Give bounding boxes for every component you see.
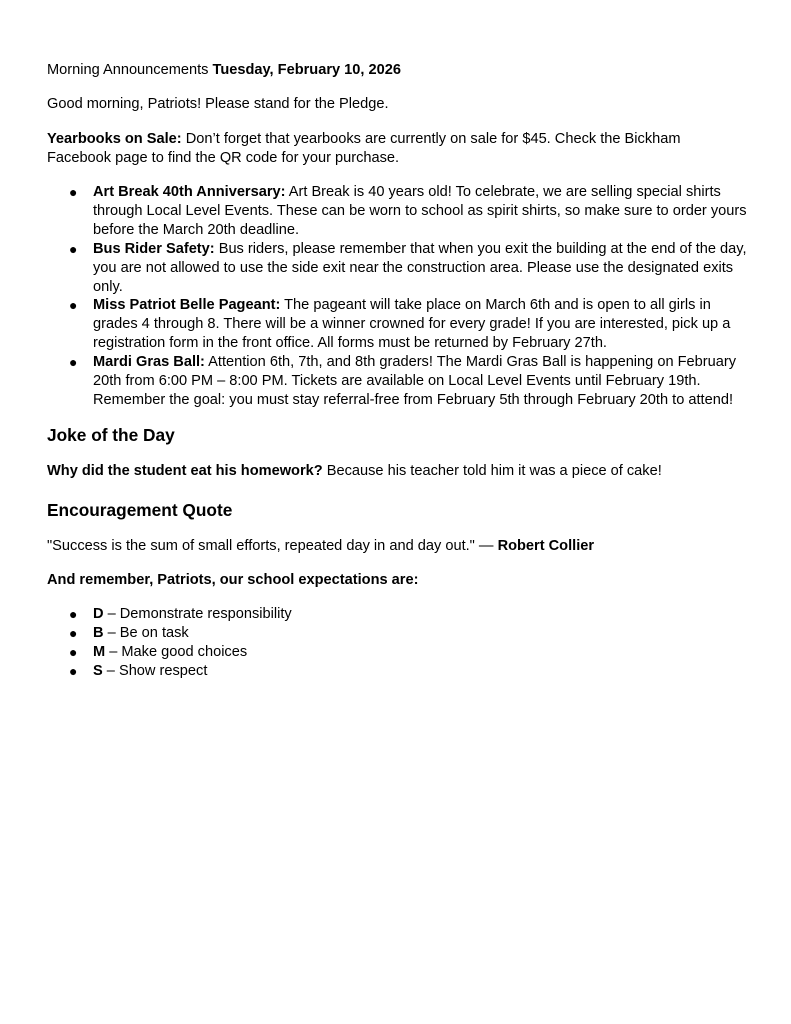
yearbooks-label: Yearbooks on Sale: <box>47 131 182 147</box>
joke-paragraph <box>47 462 662 481</box>
bullet-icon: ● <box>69 662 78 679</box>
bullet-icon: ● <box>69 297 78 314</box>
announcement-text: Art Break is 40 years old! To celebrate, we are selling special shirts through Local Level Events. These can be worn to school as spirit shirts, so make sure to order yours before the March 20th deadline. <box>93 184 747 238</box>
announcement-label: Miss Patriot Belle Pageant: <box>93 297 281 314</box>
quote-author: Robert Collier <box>497 538 595 554</box>
title-date: Tuesday, February 10, 2026 <box>212 62 401 78</box>
announcement-label: Mardi Gras Ball: <box>93 354 205 371</box>
expectation-letter: S <box>93 662 103 679</box>
announcement-text: The pageant will take place on March 6th and is open to all girls in grades 4 through 8. There will be a winner crowned for every grade! If you are interested, pick up a registration form in the front office. All forms must be returned by February 27th. <box>93 297 731 352</box>
yearbooks-paragraph <box>47 130 747 168</box>
expectation-item-d <box>47 605 292 624</box>
joke-question: Why did the student eat his homework? <box>47 463 323 479</box>
bullet-icon: ● <box>69 184 78 200</box>
bullet-icon: ● <box>69 643 78 660</box>
quote-heading: Encouragement Quote <box>47 500 233 520</box>
announcement-pageant <box>47 296 747 353</box>
quote-paragraph <box>47 537 594 556</box>
title-text: Morning Announcements <box>47 62 209 78</box>
expectation-letter: D <box>93 606 104 622</box>
expectations-intro: And remember, Patriots, our school expectations are: <box>47 572 419 588</box>
announcements-list <box>47 183 747 410</box>
announcement-text: Bus riders, please remember that when you exit the building at the end of the day, you are not allowed to use the side exit near the construction area. Please use the designated exits only. <box>93 240 747 295</box>
joke-answer: Because his teacher told him it was a piece of cake! <box>322 463 662 479</box>
bullet-icon: ● <box>69 624 78 641</box>
expectation-item-m <box>47 643 292 662</box>
announcement-label: Bus Rider Safety: <box>93 240 215 257</box>
yearbooks-text: Don’t forget that yearbooks are currently on sale for $45. Check the Bickham Facebook page to find the QR code for your purchase. <box>47 131 681 166</box>
expectation-text: – Show respect <box>102 662 208 679</box>
document-title <box>47 61 401 80</box>
expectation-item-s <box>47 662 292 681</box>
announcement-label: Art Break 40th Anniversary: <box>93 184 286 200</box>
expectation-text: – Be on task <box>103 624 189 641</box>
quote-text: "Success is the sum of small efforts, repeated day in and day out." — <box>47 538 498 554</box>
bullet-icon: ● <box>69 354 78 371</box>
greeting-text: Good morning, Patriots! Please stand for the Pledge. <box>47 96 389 112</box>
expectation-text: – Demonstrate responsibility <box>103 606 292 622</box>
announcement-art-break <box>47 183 747 240</box>
bullet-icon: ● <box>69 606 78 622</box>
expectation-text: – Make good choices <box>105 643 248 660</box>
announcement-text: Attention 6th, 7th, and 8th graders! The Mardi Gras Ball is happening on February 20th from 6:00 PM – 8:00 PM. Tickets are available on Local Level Events until February 19th. Remember the goal: you must stay referral-free from February 5th through February 20th to attend! <box>93 354 737 408</box>
joke-heading: Joke of the Day <box>47 425 175 445</box>
expectations-list <box>47 605 292 681</box>
expectation-letter: B <box>93 624 104 641</box>
expectation-item-b <box>47 624 292 643</box>
expectation-letter: M <box>93 643 106 660</box>
announcement-bus-rider-safety <box>47 240 747 297</box>
announcement-mardi-gras <box>47 353 747 410</box>
bullet-icon: ● <box>69 240 78 257</box>
